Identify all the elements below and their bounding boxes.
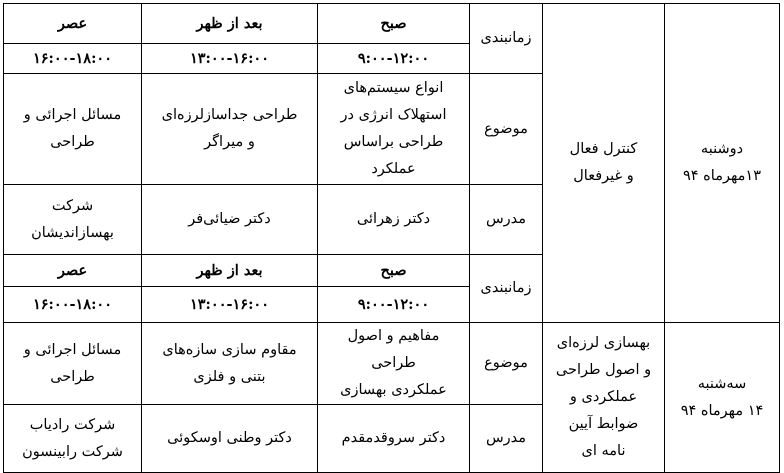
day2-date: سه‌شنبه ۱۴ مهرماه ۹۴	[665, 323, 780, 473]
day1-label-subject: موضوع	[470, 74, 543, 185]
day2-time-morning: ۹:۰۰-۱۲:۰۰	[318, 287, 470, 323]
day2-topic: بهسازی لرزه‌ای و اصول طراحی عملکردی و ضوابط آیین نامه ای	[543, 323, 665, 473]
day1-lecturer-afternoon: دکتر ضیائی‌فر	[142, 185, 318, 255]
day1-subject-morning: انواع سیستم‌های استهلاک انرژی در طراحی براساس عملکرد	[318, 74, 470, 185]
day1-lecturer-morning: دکتر زهرائی	[318, 185, 470, 255]
day1-label-lecturer: مدرس	[470, 185, 543, 255]
day1-period-morning: صبح	[318, 4, 470, 44]
day2-subject-afternoon: مقاوم سازی سازه‌های بتنی و فلزی	[142, 323, 318, 405]
day2-period-morning: صبح	[318, 255, 470, 287]
day2-label-lecturer: مدرس	[470, 405, 543, 473]
day1-period-row	[4, 4, 780, 44]
day1-time-morning: ۹:۰۰-۱۲:۰۰	[318, 44, 470, 74]
day2-period-afternoon: بعد از ظهر	[142, 255, 318, 287]
day2-subject-morning: مفاهیم و اصول طراحی عملکردی بهسازی	[318, 323, 470, 405]
day2-period-evening: عصر	[4, 255, 142, 287]
day2-subject-evening: مسائل اجرائی و طراحی	[4, 323, 142, 405]
day1-lecturer-evening: شرکت بهسازاندیشان	[4, 185, 142, 255]
day2-lecturer-evening: شرکت رادیاب شرکت رابینسون	[4, 405, 142, 473]
seminar-schedule-table	[3, 3, 780, 473]
day2-lecturer-morning: دکتر سروقدمقدم	[318, 405, 470, 473]
day1-period-afternoon: بعد از ظهر	[142, 4, 318, 44]
day1-date: دوشنبه ۱۳مهرماه ۹۴	[665, 4, 780, 323]
day1-time-evening: ۱۶:۰۰-۱۸:۰۰	[4, 44, 142, 74]
day1-label-schedule: زمانبندی	[470, 4, 543, 74]
day1-subject-evening: مسائل اجرائی و طراحی	[4, 74, 142, 185]
day2-time-afternoon: ۱۳:۰۰-۱۶:۰۰	[142, 287, 318, 323]
day1-topic: کنترل فعال و غیرفعال	[543, 4, 665, 323]
day1-time-afternoon: ۱۳:۰۰-۱۶:۰۰	[142, 44, 318, 74]
day2-lecturer-afternoon: دکتر وطنی اوسکوئی	[142, 405, 318, 473]
day2-label-subject: موضوع	[470, 323, 543, 405]
day2-label-schedule: زمانبندی	[470, 255, 543, 323]
day2-subject-row	[4, 323, 780, 405]
day1-period-evening: عصر	[4, 4, 142, 44]
day1-subject-afternoon: طراحی جداسازلرزه‌ای و میراگر	[142, 74, 318, 185]
day2-time-evening: ۱۶:۰۰-۱۸:۰۰	[4, 287, 142, 323]
